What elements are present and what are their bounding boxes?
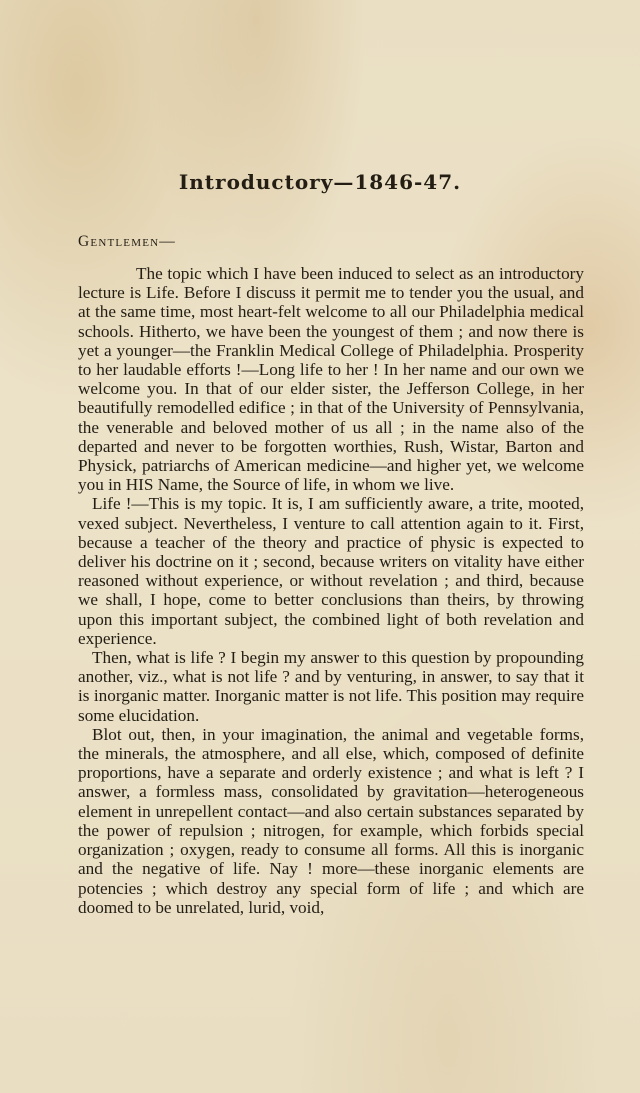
paragraph-3: Then, what is life ? I begin my answer to this question by propounding another, viz., what is not life ? and by venturing, in answer, to say that it is inorganic matter. Inorganic matter is not life. This position may require some elucidation. [78,648,584,725]
paragraph-2: Life !—This is my topic. It is, I am sufficiently aware, a trite, mooted, vexed subject. Nevertheless, I venture to call attention again to it. First, because a teacher of the theory and practice of physic is expected to deliver his doctrine on it ; second, because writers on vitality have either reasoned without experience, or without revelation ; and third, because we shall, I hope, come to better conclusions than theirs, by throwing upon this important subject, the combined light of both revelation and experience. [78,494,584,648]
salutation: Gentlemen— [78,233,176,250]
page-heading: Introductory—1846-47. [178,170,462,194]
paragraph-1: The topic which I have been induced to select as an introductory lecture is Life. Before I discuss it permit me to tender you the usual, and at the same time, most heart-felt welcome to all our Philadelphia medical schools. Hitherto, we have been the youngest of them ; and now there is yet a younger—the Franklin Medical College of Philadelphia. Prosperity to her laudable efforts !—Long life to her ! In her name and our own we welcome you. In that of our elder sister, the Jefferson College, in her beautifully remodelled edifice ; in that of the University of Pennsylvania, the venerable and beloved mother of us all ; in the name also of the departed and never to be forgotten worthies, Rush, Wistar, Barton and Physick, patriarchs of American medicine—and higher yet, we welcome you in HIS Name, the Source of life, in whom we live. [78,264,584,495]
paragraph-4: Blot out, then, in your imagination, the animal and vegetable forms, the minerals, the atmosphere, and all else, which, composed of definite proportions, have a separate and orderly existence ; and what is left ? I answer, a formless mass, consolidated by gravitation—heterogeneous element in unrepellent contact—and also certain substances separated by the power of repulsion ; nitrogen, for example, which forbids special organization ; oxygen, ready to consume all forms. All this is inorganic and the negative of life. Nay ! more—these inorganic elements are potencies ; which destroy any special form of life ; and which are doomed to be unrelated, lurid, void, [78,724,584,917]
body-text [78,264,584,917]
